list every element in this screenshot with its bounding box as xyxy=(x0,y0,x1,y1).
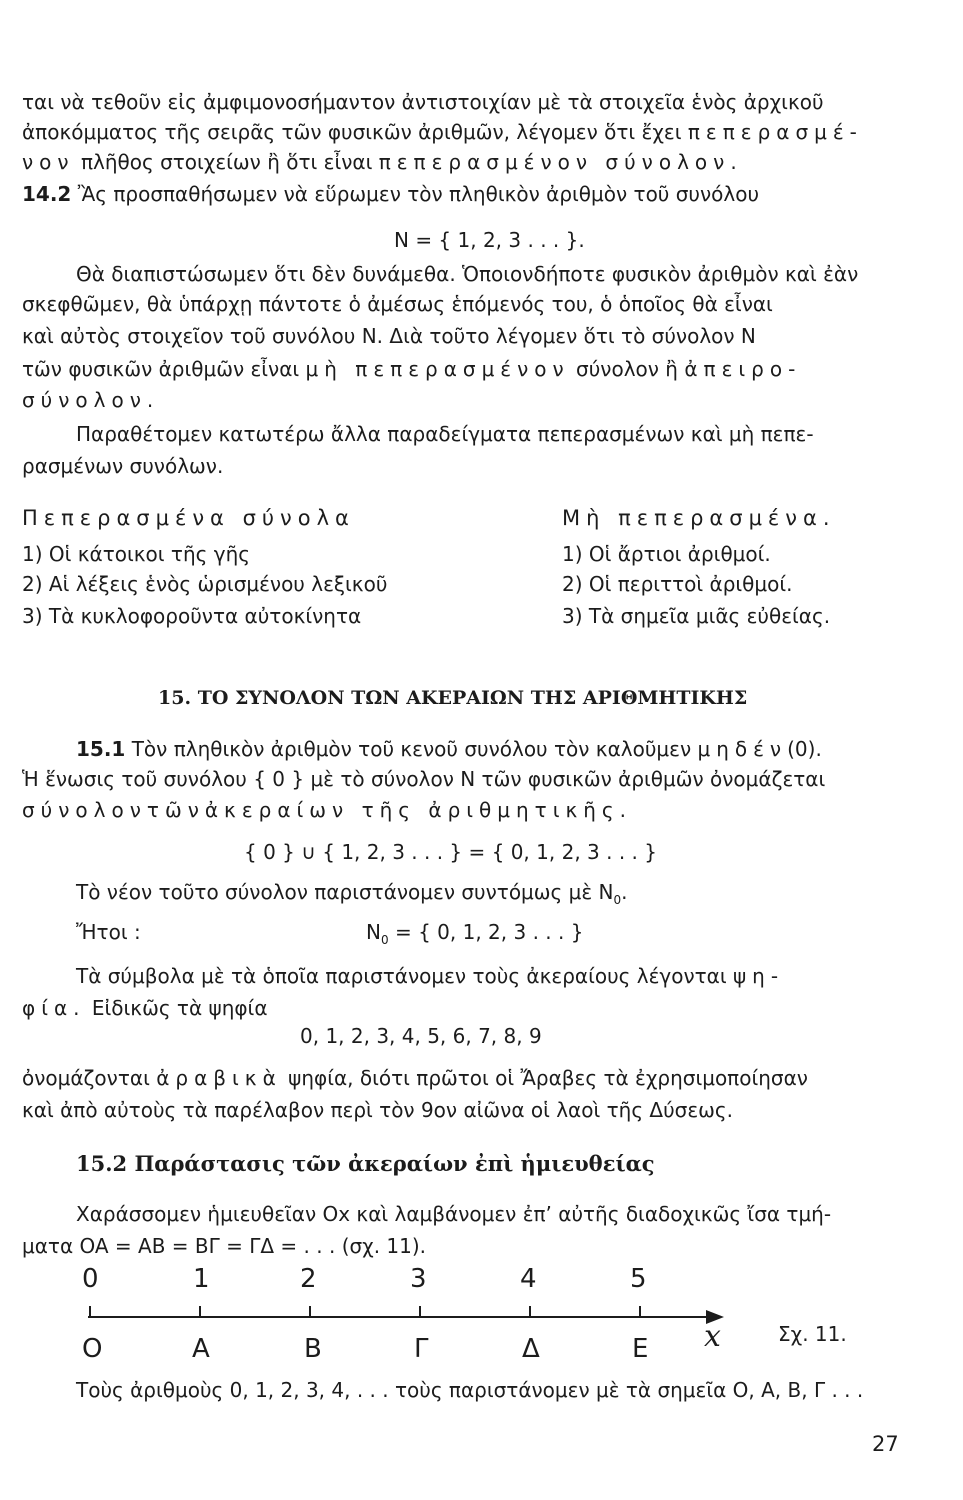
figure-caption: Σχ. 11. xyxy=(778,1322,847,1346)
text: Τὰ σύμβολα μὲ τὰ ὁποῖα παριστάνομεν τοὺς ἀκεραίους λέγονται xyxy=(76,964,727,988)
infinite-example: 1) Οἱ ἄρτιοι ἀριθμοί. xyxy=(562,542,771,566)
text: Ἂς προσπαθήσωμεν νὰ εὕρωμεν τὸν πληθικὸν ἀριθμὸν τοῦ συνόλου xyxy=(77,182,760,206)
spaced-text: σύνολον. xyxy=(22,388,160,412)
formula: N = { 1, 2, 3 . . . }. xyxy=(394,228,585,252)
spaced-text: νον xyxy=(22,150,75,174)
axis-x-label: x xyxy=(704,1319,721,1354)
spaced-text: μὴ πεπερασμένον xyxy=(305,357,570,381)
spaced-text: μηδέν xyxy=(697,737,788,761)
infinite-example: 2) Οἱ περιττοὶ ἀριθμοί. xyxy=(562,572,793,596)
point-label: O xyxy=(82,1334,103,1364)
text: Παραθέτομεν κατωτέρω ἄλλα παραδείγματα πεπερασμένων καὶ μὴ πεπε- xyxy=(76,422,814,446)
text: ἀποκόμματος τῆς σειρᾶς τῶν φυσικῶν ἀριθμῶν, λέγομεν ὅτι ἔχει xyxy=(22,120,682,144)
text: ματα OA = AB = BΓ = ΓΔ = . . . (σχ. 11). xyxy=(22,1234,427,1258)
text: καὶ αὐτὸς στοιχεῖον τοῦ συνόλου N. Διὰ τοῦτο λέγομεν ὅτι τὸ σύνολον N xyxy=(22,324,756,348)
text: ται νὰ τεθοῦν εἰς ἀμφιμονοσήμαντον ἀντιστοιχίαν μὲ τὰ στοιχεῖα ἑνὸς ἀρχικοῦ xyxy=(22,90,824,114)
text: σκεφθῶμεν, θὰ ὑπάρχῃ πάντοτε ὁ ἀμέσως ἑπόμενός του, ὁ ὁποῖος θὰ εἶναι xyxy=(22,292,773,316)
text: ρασμένων συνόλων. xyxy=(22,454,224,478)
text: Ἡ ἕνωσις τοῦ συνόλου { 0 } μὲ τὸ σύνολον N τῶν φυσικῶν ἀριθμῶν ὀνομάζεται xyxy=(22,767,826,791)
spaced-text: σύνολοντῶνἀκεραίων τῆς ἀριθμητικῆς. xyxy=(22,798,633,822)
number-label: 5 xyxy=(630,1264,647,1294)
number-label: 0 xyxy=(82,1264,99,1294)
point-label: B xyxy=(304,1334,322,1364)
spaced-text: ἀραβικὰ xyxy=(156,1066,282,1090)
point-label: A xyxy=(192,1334,210,1364)
union-formula: { 0 } ∪ { 1, 2, 3 . . . } = { 0, 1, 2, 3 . . . } xyxy=(244,840,657,864)
section-number: 15. xyxy=(158,687,192,709)
text: Εἰδικῶς τὰ ψηφία xyxy=(91,996,268,1020)
finite-example: 2) Αἱ λέξεις ἑνὸς ὡρισμένου λεξικοῦ xyxy=(22,572,388,596)
text: τῶν φυσικῶν ἀριθμῶν εἶναι xyxy=(22,357,300,381)
text: καὶ ἀπὸ αὐτοὺς τὰ παρέλαβον περὶ τὸν 9ον αἰῶνα οἱ λαοὶ τῆς Δύσεως. xyxy=(22,1098,733,1122)
text: σύνολον ἢ xyxy=(576,357,678,381)
number-label: 3 xyxy=(410,1264,427,1294)
spaced-text: Μὴ πεπερασμένα. xyxy=(562,506,836,530)
infinite-example: 3) Τὰ σημεῖα μιᾶς εὐθείας. xyxy=(562,604,831,628)
text: Τὸ νέον τοῦτο σύνολον παριστάνομεν συντόμως μὲ N xyxy=(76,880,614,904)
point-label: Δ xyxy=(522,1334,540,1364)
spaced-text: πεπερασμένον σύνολον. xyxy=(378,150,743,174)
point-label: E xyxy=(632,1334,649,1364)
finite-example: 1) Οἱ κάτοικοι τῆς γῆς xyxy=(22,542,250,566)
number-label: 1 xyxy=(193,1264,210,1294)
text: N xyxy=(366,920,381,944)
spaced-text: πεπερασμέ- xyxy=(687,120,863,144)
section-number: 15.1 xyxy=(76,737,126,761)
finite-example: 3) Τὰ κυκλοφοροῦντα αὐτοκίνητα xyxy=(22,604,362,628)
text: Χαράσσομεν ἡμιευθεῖαν Ox καὶ λαμβάνομεν ἐπ’ αὐτῆς διαδοχικῶς ἴσα τμή- xyxy=(76,1202,832,1226)
text: Ἤτοι : xyxy=(76,920,141,944)
text: . xyxy=(621,880,628,904)
text: Τὸν πληθικὸν ἀριθμὸν τοῦ κενοῦ συνόλου τὸν καλοῦμεν xyxy=(131,737,692,761)
digits-list: 0, 1, 2, 3, 4, 5, 6, 7, 8, 9 xyxy=(300,1024,542,1048)
text: = { 0, 1, 2, 3 . . . } xyxy=(394,920,584,944)
spaced-text: φία. xyxy=(22,996,86,1020)
text: Θὰ διαπιστώσωμεν ὅτι δὲν δυνάμεθα. Ὁποιονδήποτε φυσικὸν ἀριθμὸν καὶ ἐὰν xyxy=(76,262,859,286)
text: Τοὺς ἀριθμοὺς 0, 1, 2, 3, 4, . . . τοὺς παριστάνομεν μὲ τὰ σημεῖα O, A, B, Γ . . . xyxy=(76,1378,864,1402)
section-title: ΤΟ ΣΥΝΟΛΟΝ ΤΩΝ ΑΚΕΡΑΙΩΝ ΤΗΣ ΑΡΙΘΜΗΤΙΚΗΣ xyxy=(197,687,748,709)
text: πλῆθος στοιχείων ἢ ὅτι εἶναι xyxy=(80,150,373,174)
text: (0). xyxy=(787,737,822,761)
spaced-text: ἀπειρο- xyxy=(684,357,802,381)
subscript: 0 xyxy=(380,933,389,947)
point-label: Γ xyxy=(414,1334,429,1364)
number-label: 2 xyxy=(300,1264,317,1294)
subsection-title: Παράστασις τῶν ἀκεραίων ἐπὶ ἡμιευθείας xyxy=(134,1151,655,1176)
subscript: 0 xyxy=(613,893,622,907)
section-number: 14.2 xyxy=(22,182,72,206)
number-label: 4 xyxy=(520,1264,537,1294)
finite-sets-header: Πεπερασμένα σύνολα xyxy=(22,506,355,530)
spaced-text: ψη- xyxy=(732,964,785,988)
text: ὀνομάζονται xyxy=(22,1066,150,1090)
text: ψηφία, διότι πρῶτοι οἱ Ἄραβες τὰ ἐχρησιμοποίησαν xyxy=(288,1066,808,1090)
page-number: 27 xyxy=(872,1432,899,1456)
section-number: 15.2 xyxy=(76,1151,128,1176)
text-line xyxy=(76,1376,863,1404)
